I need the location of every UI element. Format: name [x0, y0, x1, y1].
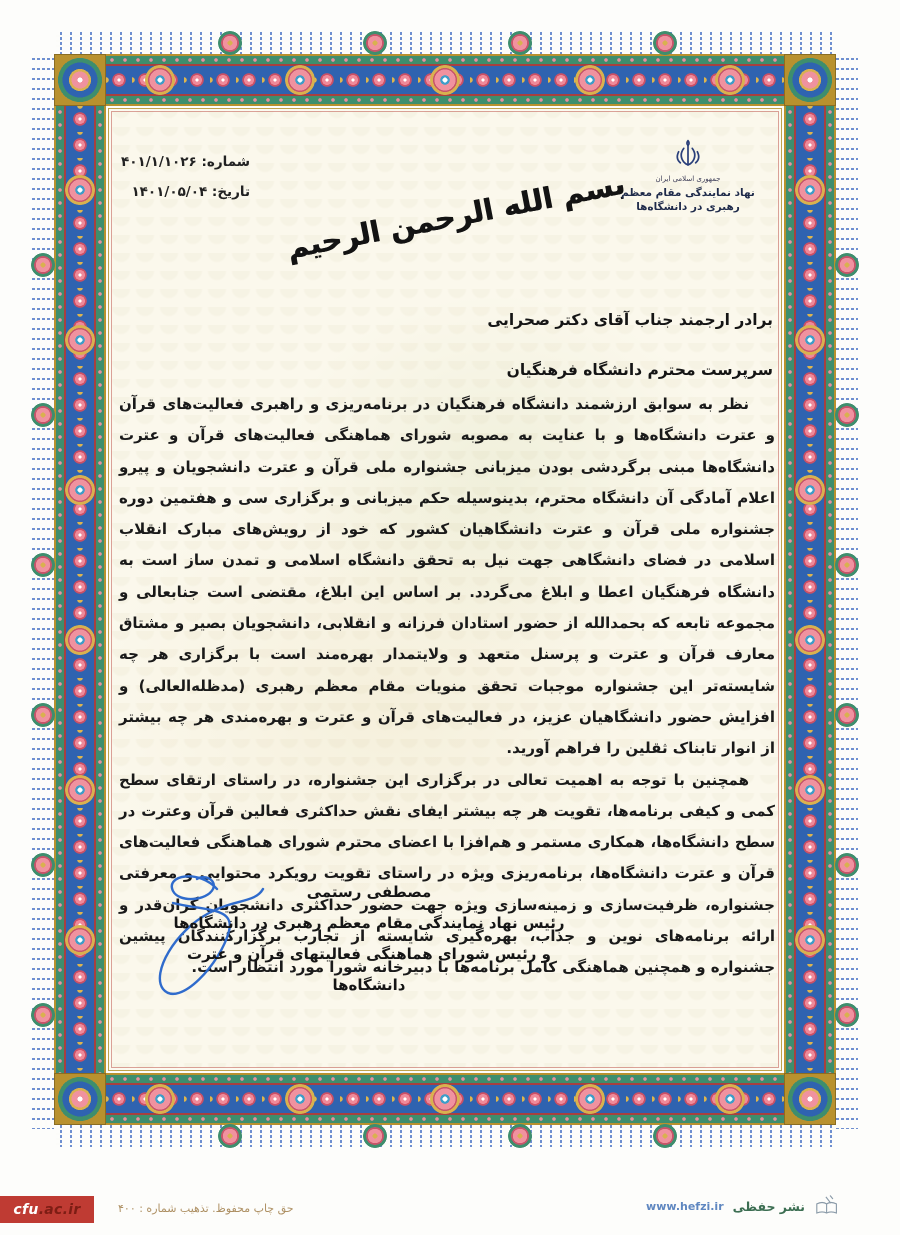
signature-title-1: رئیس نهاد نمایندگی مقام معظم رهبری در دانشگاه‌ها — [173, 914, 565, 932]
recipient-block — [121, 295, 773, 395]
lotus-ornament — [795, 775, 825, 805]
publisher-name: نشر حفظی — [732, 1198, 805, 1214]
recipient-name-line: برادر ارجمند جناب آقای دکتر صحرایی — [487, 311, 773, 329]
lotus-ornament — [31, 853, 55, 877]
lotus-ornament — [835, 703, 859, 727]
lotus-ornament — [31, 403, 55, 427]
lotus-ornament — [363, 31, 387, 55]
lotus-ornament — [715, 65, 745, 95]
lotus-ornament — [653, 1124, 677, 1148]
lotus-ornament — [218, 1124, 242, 1148]
lotus-ornament — [653, 31, 677, 55]
letter-number-line — [121, 147, 250, 177]
lotus-ornament — [575, 1084, 605, 1114]
letter-number-label: شماره: — [201, 154, 251, 170]
emblem-org-label: نهاد نمایندگی مقام معظم رهبری در دانشگاه‌ها — [621, 187, 755, 213]
letter-date-line — [121, 177, 250, 207]
footer-site-badge — [0, 1196, 94, 1223]
lotus-ornament — [795, 925, 825, 955]
border-corner-medallion — [784, 1073, 836, 1125]
border-corner-medallion — [784, 54, 836, 106]
border-band-right — [784, 54, 836, 1125]
badge-site-name: cfu — [13, 1201, 39, 1218]
badge-site-suffix: .ac.ir — [38, 1201, 81, 1218]
lotus-ornament — [835, 403, 859, 427]
lotus-ornament — [65, 625, 95, 655]
lotus-ornament — [285, 1084, 315, 1114]
iran-emblem-icon — [671, 139, 705, 173]
lotus-ornament — [218, 31, 242, 55]
signature-block — [149, 877, 589, 1001]
border-band-left — [54, 54, 106, 1125]
lotus-ornament — [508, 31, 532, 55]
lotus-ornament — [31, 553, 55, 577]
signature-name: مصطفی رستمی — [306, 883, 432, 901]
lotus-ornament — [575, 65, 605, 95]
lotus-ornament — [145, 65, 175, 95]
lotus-ornament — [795, 625, 825, 655]
lotus-ornament — [363, 1124, 387, 1148]
book-pen-icon — [814, 1194, 842, 1218]
signature-title-2: و رئیس شورای هماهنگی فعالیتهای قرآن و عترت دانشگاه‌ها — [187, 945, 551, 994]
lotus-ornament — [65, 475, 95, 505]
border-fringe-left — [32, 54, 54, 1129]
lotus-ornament — [430, 1084, 460, 1114]
lotus-ornament — [65, 325, 95, 355]
bismillah-calligraphy: بسم الله الرحمن الرحیم — [284, 166, 628, 266]
border-corner-medallion — [54, 1073, 106, 1125]
letter-number-value: ۴۰۱/۱/۱۰۲۶ — [121, 154, 197, 170]
lotus-ornament — [715, 1084, 745, 1114]
lotus-ornament — [795, 325, 825, 355]
letterhead-emblem-block — [603, 139, 773, 214]
border-fringe-bottom — [56, 1125, 834, 1147]
body-paragraph-2: همچنین با توجه به اهمیت تعالی در برگزاری این جشنواره، در راستای ارتقای سطح کمی و کیفی برنامه‌ها، تقویت هر چه بیشتر ایفای نقش حداکثری فعالین قرآن وعترت در سطح دانشگاه‌ها، همکاری مستمر و هم‌افزا با اعضای محترم شورای هماهنگی فعالیت‌های قرآن و عترت دانشگاه‌ها، برنامه‌ریزی ویژه در راستای تقویت رویکرد محتوایی و معرفتی جشنواره، ظرفیت‌سازی و زمینه‌سازی ویژه جهت حضور حداکثری دانشجویان گران‌قدر و ارائه برنامه‌های نوین و جذاب، بهره‌گیری شایسته از تجارب برگزارکنندگان پیشین جشنواره و همچنین هماهنگی کامل برنامه‌ها با دبیرخانه شورا مورد انتظار است. — [119, 770, 775, 977]
publisher-url: www.hefzi.ir — [646, 1199, 724, 1213]
lotus-ornament — [835, 853, 859, 877]
lotus-ornament — [795, 475, 825, 505]
recipient-title-line: سرپرست محترم دانشگاه فرهنگیان — [506, 361, 773, 379]
lotus-ornament — [835, 253, 859, 277]
lotus-ornament — [835, 553, 859, 577]
lotus-ornament — [65, 775, 95, 805]
footer-copyright: حق چاپ محفوظ. تذهیب شماره : ۴۰۰ — [118, 1202, 294, 1215]
body-paragraph-1: نظر به سوابق ارزشمند دانشگاه فرهنگیان در برنامه‌ریزی و راهبری فعالیت‌های قرآن و عترت دانشگاه‌ها و با عنایت به مصوبه شورای هماهنگی فعالیت‌های قرآن و عترت دانشگاه‌ها مبنی برگردشی بودن میزبانی جشنواره ملی قرآن و عترت دانشجویان و پیرو اعلام آمادگی آن دانشگاه محترم، بدینوسیله حکم میزبانی و برگزاری سی و هفتمین دوره جشنواره ملی قرآن و عترت دانشگاهیان کشور که خود از رویش‌های مبارک انقلاب اسلامی در فضای دانشگاهی جهت نیل به تحقق دانشگاه اسلامی و تمدن ساز است به دانشگاه فرهنگیان اعطا و ابلاغ می‌گردد. بر اساس این ابلاغ، مقتضی است جنابعالی و مجموعه تابعه که بحمدالله از حضور استادان فرزانه و انقلابی، دانشجویان بصیر و مشتاق معارف قرآن و عترت و پرسنل متعهد و ولایتمدار بهره‌مند است با برگزاری هر چه شایسته‌تر این جشنواره موجبات تحقق منویات مقام معظم رهبری (مدظله‌العالی) و افزایش حضور دانشگاهیان عزیز، در فعالیت‌های قرآن و عترت و بهره‌مندی هر چه بیشتر از انوار تابناک ثقلین را فراهم آورید. — [119, 395, 775, 758]
lotus-ornament — [795, 175, 825, 205]
lotus-ornament — [65, 175, 95, 205]
lotus-ornament — [31, 1003, 55, 1027]
lotus-ornament — [285, 65, 315, 95]
footer-publisher-block — [646, 1194, 842, 1218]
border-fringe-top — [56, 32, 834, 54]
letterhead-meta — [121, 147, 250, 207]
letter-date-label: تاریخ: — [211, 184, 251, 200]
lotus-ornament — [145, 1084, 175, 1114]
border-corner-medallion — [54, 54, 106, 106]
lotus-ornament — [31, 253, 55, 277]
letter-content-area — [108, 108, 782, 1071]
lotus-ornament — [508, 1124, 532, 1148]
lotus-ornament — [835, 1003, 859, 1027]
lotus-ornament — [430, 65, 460, 95]
letter-date-value: ۱۴۰۱/۰۵/۰۴ — [131, 184, 208, 200]
lotus-ornament — [31, 703, 55, 727]
border-fringe-right — [836, 54, 858, 1129]
lotus-ornament — [65, 925, 95, 955]
emblem-country-label: جمهوری اسلامی ایران — [655, 175, 721, 183]
